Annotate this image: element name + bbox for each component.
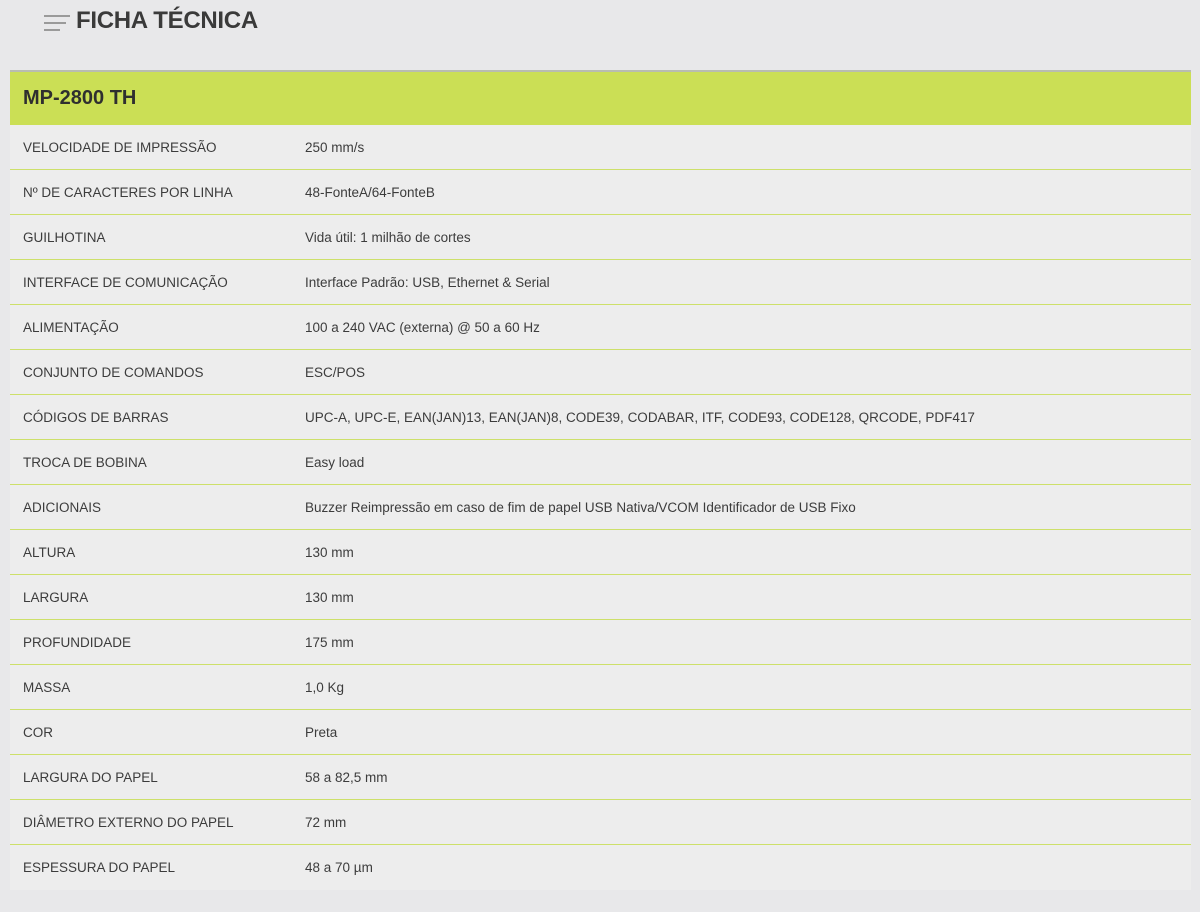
spec-value: 130 mm	[305, 589, 354, 605]
page-header	[44, 6, 258, 36]
table-row	[10, 260, 1191, 305]
spec-value: 1,0 Kg	[305, 679, 345, 695]
table-row	[10, 305, 1191, 350]
table-row	[10, 755, 1191, 800]
table-row	[10, 530, 1191, 575]
table-row	[10, 350, 1191, 395]
table-row	[10, 170, 1191, 215]
spec-table	[10, 70, 1191, 890]
spec-label: Nº DE CARACTERES POR LINHA	[23, 184, 233, 200]
spec-value: Buzzer Reimpressão em caso de fim de papel USB Nativa/VCOM Identificador de USB Fixo	[305, 499, 856, 515]
spec-value: 175 mm	[305, 634, 354, 650]
table-row	[10, 845, 1191, 890]
spec-label: GUILHOTINA	[23, 229, 106, 245]
spec-value: UPC-A, UPC-E, EAN(JAN)13, EAN(JAN)8, CODE39, CODABAR, ITF, CODE93, CODE128, QRCODE, PDF417	[305, 409, 975, 425]
spec-label: CÓDIGOS DE BARRAS	[23, 409, 169, 425]
table-row	[10, 125, 1191, 170]
spec-value: 130 mm	[305, 544, 354, 560]
spec-value: 100 a 240 VAC (externa) @ 50 a 60 Hz	[305, 319, 540, 335]
spec-value: ESC/POS	[305, 364, 366, 380]
spec-value: 48 a 70 µm	[305, 860, 373, 875]
spec-label: VELOCIDADE DE IMPRESSÃO	[23, 139, 217, 155]
table-row	[10, 215, 1191, 260]
page-title: FICHA TÉCNICA	[76, 7, 258, 34]
product-model-title: MP-2800 TH	[23, 87, 137, 109]
spec-value: 250 mm/s	[305, 139, 365, 155]
table-row	[10, 575, 1191, 620]
spec-value: 58 a 82,5 mm	[305, 769, 388, 785]
spec-label: INTERFACE DE COMUNICAÇÃO	[23, 274, 228, 290]
spec-value: Preta	[305, 724, 338, 740]
spec-label: ALTURA	[23, 544, 76, 560]
table-row	[10, 485, 1191, 530]
spec-label: COR	[23, 724, 53, 740]
table-row	[10, 665, 1191, 710]
table-row	[10, 620, 1191, 665]
spec-label: PROFUNDIDADE	[23, 634, 132, 650]
spec-label: ADICIONAIS	[23, 499, 102, 515]
spec-value: Easy load	[305, 454, 365, 470]
table-row	[10, 395, 1191, 440]
spec-label: LARGURA DO PAPEL	[23, 769, 158, 785]
spec-table-header	[10, 72, 1191, 125]
spec-label: ALIMENTAÇÃO	[23, 319, 119, 335]
spec-value: Interface Padrão: USB, Ethernet & Serial	[305, 274, 550, 290]
table-row	[10, 800, 1191, 845]
spec-label: CONJUNTO DE COMANDOS	[23, 364, 204, 380]
spec-label: TROCA DE BOBINA	[23, 454, 147, 470]
hamburger-menu-icon[interactable]	[44, 15, 70, 33]
spec-label: LARGURA	[23, 589, 89, 605]
spec-value: 48-FonteA/64-FonteB	[305, 184, 435, 200]
table-row	[10, 710, 1191, 755]
table-row	[10, 440, 1191, 485]
spec-rows	[10, 125, 1191, 890]
spec-value: Vida útil: 1 milhão de cortes	[305, 229, 471, 245]
spec-label: ESPESSURA DO PAPEL	[23, 860, 176, 875]
spec-value: 72 mm	[305, 814, 347, 830]
spec-label: DIÂMETRO EXTERNO DO PAPEL	[23, 814, 234, 830]
spec-label: MASSA	[23, 679, 71, 695]
